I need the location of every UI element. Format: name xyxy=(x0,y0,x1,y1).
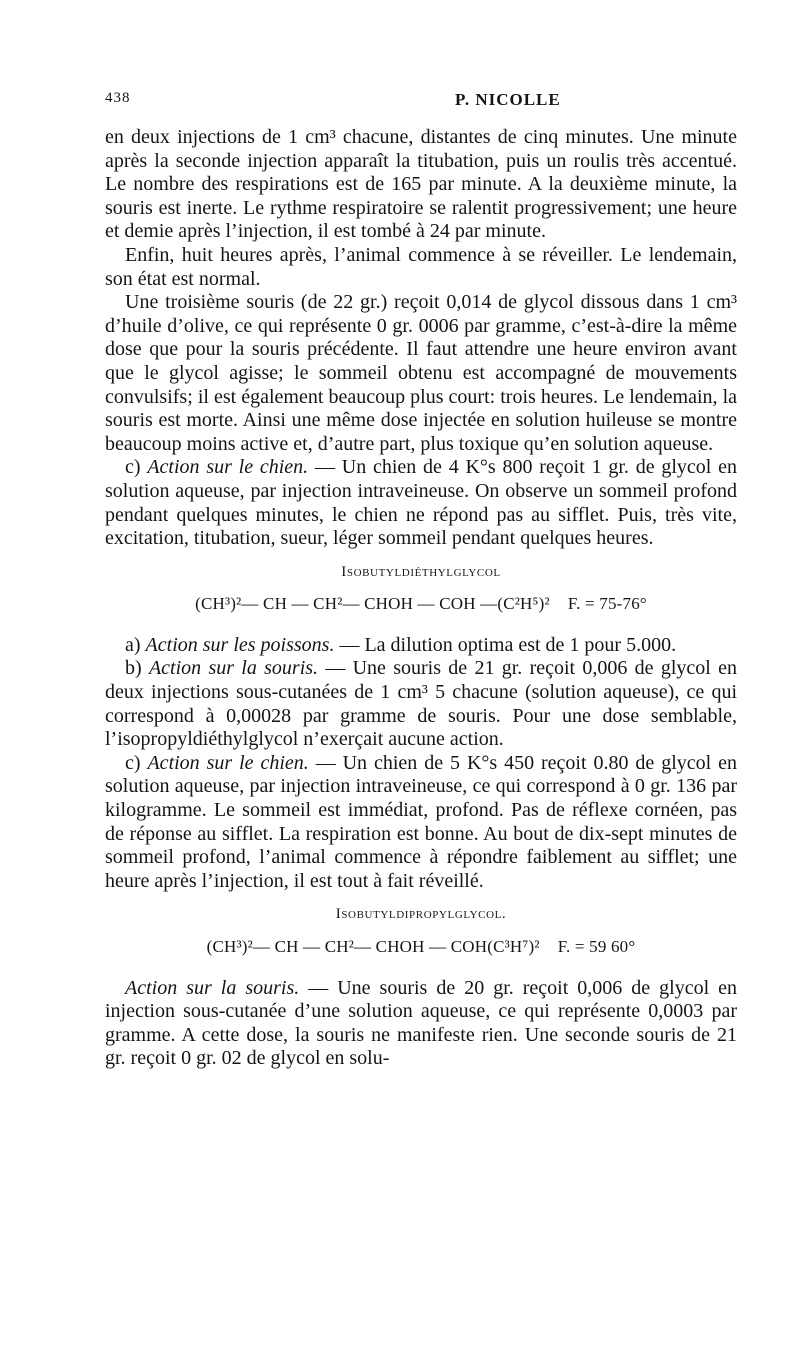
paragraph-text: — Une souris de 20 gr. reçoit 0,006 de glycol en injection sous-cutanée d’une solution aqueuse, ce qui représente 0,0003 par gramme. A cette dose, la souris ne manifeste rien. Une seconde souris de 21 gr. reçoit 0 gr. 02 de glycol en solu- xyxy=(105,976,737,1070)
body-text xyxy=(105,126,737,1071)
section-label: Action sur la souris. xyxy=(148,657,319,680)
paragraph-text: — Une souris de 21 gr. reçoit 0,006 de glycol en deux injections sous-cutanées de 1 cm³ 5 chacune (solution aqueuse), ce qui correspond à 0,00028 par gramme de souris. Pour une dose semblable, l’isopropyldiéthylglycol n’exerçait aucune action. xyxy=(105,657,737,751)
section-label: Action sur la souris. xyxy=(125,976,300,999)
running-head: P. NICOLLE xyxy=(455,90,561,109)
compound-title: Isobutyldipropylglycol. xyxy=(335,906,507,923)
paragraph xyxy=(105,126,737,244)
section-label: Action sur le chien. xyxy=(147,456,309,479)
paragraph xyxy=(105,752,737,894)
chemical-formula xyxy=(105,935,737,959)
paragraph-text: Une troisième souris (de 22 gr.) reçoit 0,014 de glycol dissous dans 1 cm³ d’huile d’olive, ce qui représente 0 gr. 0006 par gramme, c’est-à-dire la même dose que pour la souris précédente. Il faut attendre une heure environ avant que le glycol agisse; le sommeil obtenu est accompagné de mouvements convulsifs; il est également beaucoup plus court: trois heures. Le lendemain, la souris est morte. Ainsi une même dose injectée en solution huileuse se montre beaucoup moins active et, d’autre part, plus toxique qu’en solution aqueuse. xyxy=(105,291,737,455)
paragraph-text: en deux injections de 1 cm³ chacune, distantes de cinq minutes. Une minute après la seconde injection apparaît la titubation, puis un roulis très accentué. Le nombre des respirations est de 165 par minute. A la deuxième minute, la souris est inerte. Le rythme respiratoire se ralentit progressivement; une heure et demie après l’injection, il est tombé à 24 par minute. xyxy=(105,126,737,243)
paragraph xyxy=(105,244,737,291)
melting-point: F. = 59 60° xyxy=(557,937,636,956)
paragraph-text: Enfin, huit heures après, l’animal commence à se réveiller. Le lendemain, son état est normal. xyxy=(105,243,737,290)
compound-title: Isobutyldiéthylglycol xyxy=(341,563,501,580)
formula-text: (CH³)²— CH — CH²— CHOH — COH(C³H⁷)² xyxy=(206,937,540,956)
melting-point: F. = 75-76° xyxy=(567,594,647,614)
formula-text: (CH³)²— CH — CH²— CHOH — COH —(C²H⁵)² xyxy=(195,594,550,614)
paragraph xyxy=(105,291,737,456)
page-number: 438 xyxy=(105,90,131,106)
chemical-formula xyxy=(105,592,737,616)
section-label: Action sur les poissons. xyxy=(145,633,335,656)
page-header xyxy=(105,90,737,114)
paragraph-text: — La dilution optima est de 1 pour 5.000. xyxy=(334,633,677,656)
paragraph-label: c) xyxy=(125,751,148,774)
paragraph-label: b) xyxy=(125,657,149,680)
paragraph-text: — Un chien de 5 K°s 450 reçoit 0.80 de glycol en solution aqueuse, par injection intraveineuse, ce qui correspond à 0 gr. 136 par kilogramme. Le sommeil est immédiat, profond. Pas de réflexe cornéen, pas de réponse au sifflet. La respiration est bonne. Au bout de dix-sept minutes de sommeil profond, l’animal commence à répondre faiblement au sifflet; une heure après l’injection, il est tout à fait réveillé. xyxy=(105,751,737,892)
paragraph-label: a) xyxy=(125,633,146,656)
section-label: Action sur le chien. xyxy=(147,751,309,774)
paragraph xyxy=(105,657,737,751)
paragraph-text: — Un chien de 4 K°s 800 reçoit 1 gr. de glycol en solution aqueuse, par injection intraveineuse. On observe un sommeil profond pendant quelques minutes, le chien ne répond pas au sifflet. Puis, très vite, excitation, titubation, sueur, léger sommeil pendant quelques heures. xyxy=(105,456,737,550)
paragraph xyxy=(105,634,737,658)
paragraph xyxy=(105,977,737,1071)
paragraph xyxy=(105,456,737,550)
paragraph-label: c) xyxy=(125,456,148,479)
